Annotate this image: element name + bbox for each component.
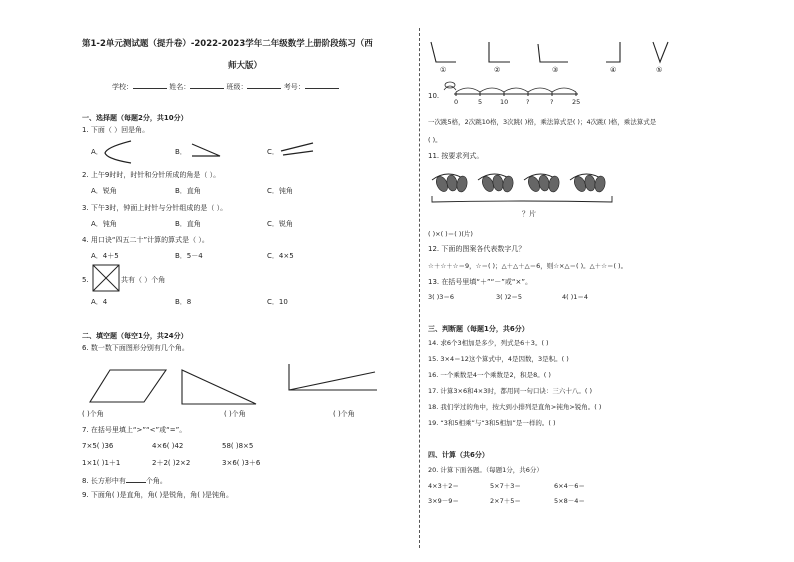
q11-formula: ( )×( )＝( )(片) [428, 230, 473, 238]
q5-text: 共有（ ）个角 [121, 276, 166, 284]
q4-option-c: C．4×5 [267, 252, 294, 260]
q7-row1-item3: 58( )8×5 [222, 442, 254, 450]
q6-text: 6. 数一数下面图形分别有几个角。 [82, 344, 189, 352]
q3-option-b: B．直角 [175, 220, 201, 228]
q7-row1-item1: 7×5( )36 [82, 442, 114, 450]
judge-item-14: 14. 求6个3相加是多少，列式是6＋3。( ) [428, 339, 549, 347]
judge-item-15: 15. 3×4＝12这个算式中，4是因数，3是积。( ) [428, 355, 569, 363]
q1-option-b-angle-icon [190, 142, 222, 160]
q8-line [82, 475, 167, 486]
q6-answer-2: ( )个角 [224, 410, 246, 418]
id-field[interactable] [305, 81, 339, 89]
judge-item-18: 18. 我们学过的角中，按大到小排列是直角>钝角>锐角。( ) [428, 403, 602, 411]
angle-label-3: ③ [552, 66, 559, 74]
q2-option-b: B．直角 [175, 187, 201, 195]
q10-line2: ( )。 [428, 136, 442, 144]
id-label: 考号： [283, 83, 305, 91]
q10-number: 10. [428, 92, 440, 100]
judge-item-19: 19. “3和5相乘”与“3和5相加”是一样的。( ) [428, 419, 556, 427]
calc-row1-item1: 4×3＋2＝ [428, 482, 459, 490]
q7-row2-item1: 1×1( )1＋1 [82, 459, 121, 467]
calc-row2-item3: 5×8－4＝ [554, 497, 585, 505]
q7-row2-item2: 2＋2( )2×2 [152, 459, 191, 467]
worksheet-title-line2: 师大版） [228, 61, 263, 71]
q2-option-a: A．锐角 [91, 187, 117, 195]
q1-text: 1. 下面（ ）回是角。 [82, 126, 150, 134]
q13-item-3: 4( )1＝4 [562, 293, 589, 301]
q5-option-c: C．10 [267, 298, 288, 306]
q10-tick-25: 25 [572, 98, 581, 106]
q5-number: 5. [82, 276, 89, 284]
q9-text: 9. 下面角( )是直角，角( )是锐角，角( )是钝角。 [82, 491, 233, 499]
q10-tick-unknown-1: ? [526, 98, 530, 106]
q13-text: 13. 在括号里填“＋”“－”或“×”。 [428, 278, 532, 286]
q1-option-a-curved-angle-icon [103, 139, 133, 165]
q10-tick-5: 5 [478, 98, 483, 106]
q4-option-b: B．5－4 [175, 252, 203, 260]
q1-option-b-label: B． [175, 148, 187, 156]
q10-number-line-icon [440, 80, 580, 102]
worksheet-title-line1: 第1-2单元测试题（提升卷）-2022-2023学年二年级数学上册阶段练习（西 [82, 39, 373, 49]
q6-angle-icon [287, 362, 379, 392]
calc-row1-item2: 5×7＋3＝ [490, 482, 521, 490]
q13-item-1: 3( )3＝6 [428, 293, 455, 301]
q2-option-c: C．钝角 [267, 187, 293, 195]
q4-option-a: A．4＋5 [91, 252, 119, 260]
angle-label-2: ② [494, 66, 501, 74]
page-column-divider [419, 28, 420, 548]
class-field[interactable] [247, 81, 281, 89]
calc-row2-item1: 3×9－9＝ [428, 497, 459, 505]
q2-text: 2. 上午9时时，时针和分针所成的角是（ ）。 [82, 171, 221, 179]
q6-triangle-icon [180, 368, 258, 406]
q12-text: 12. 下面的图案各代表数字几？ [428, 245, 526, 253]
q13-item-2: 3( )2＝5 [496, 293, 523, 301]
angle-figure-1-icon [428, 40, 458, 64]
name-label: 姓名： [169, 83, 191, 91]
q8-text: 8. 长方形中有 [82, 477, 126, 485]
angle-figure-5-icon [650, 40, 672, 64]
q3-option-a: A．钝角 [91, 220, 117, 228]
q6-answer-3: ( )个角 [333, 410, 355, 418]
q6-answer-1: ( )个角 [82, 410, 104, 418]
q10-tick-unknown-2: ? [550, 98, 554, 106]
q1-option-c-label: C． [267, 148, 279, 156]
q10-line1: 一次跳5格，2次跳10格，3次跳( )格，乘法算式是( )；4次跳( )格，乘法算式是 [428, 118, 657, 126]
q7-row2-item3: 3×6( )3＋6 [222, 459, 261, 467]
school-field[interactable] [133, 81, 167, 89]
q5-option-a: A．4 [91, 298, 108, 306]
q8-suffix: 个角。 [145, 477, 167, 485]
q11-text: 11. 按要求列式。 [428, 152, 484, 160]
angle-figure-2-icon [484, 40, 512, 64]
q7-text: 7. 在括号里填上“>”“<”或“=”。 [82, 426, 187, 434]
section1-heading: 一、选择题（每题2分，共10分） [82, 114, 188, 122]
calc-row2-item2: 2×7＋5＝ [490, 497, 521, 505]
q4-text: 4. 用口诀“四五二十”计算的算式是（ ）。 [82, 236, 209, 244]
angle-label-1: ① [440, 66, 447, 74]
q12-line: ☆＋☆＋☆＝9，☆＝( )；△＋△＋△＝6，则☆×△＝( )。△＋☆＝( )。 [428, 262, 628, 270]
judge-item-16: 16. 一个乘数是4一个乘数是2，积是8。( ) [428, 371, 551, 379]
q7-row1-item2: 4×6( )42 [152, 442, 184, 450]
q6-parallelogram-icon [88, 368, 168, 404]
q5-square-diagonals-icon [92, 264, 120, 292]
angle-label-5: ⑤ [656, 66, 663, 74]
q1-option-c-open-angle-icon [279, 141, 315, 161]
angle-label-4: ④ [610, 66, 617, 74]
student-info-row [112, 81, 339, 92]
school-label: 学校： [112, 83, 133, 91]
q1-option-a-label: A． [91, 148, 103, 156]
q10-tick-0: 0 [454, 98, 459, 106]
q5-option-b: B．8 [175, 298, 192, 306]
angle-figure-4-icon [604, 40, 626, 64]
judge-item-17: 17. 计算3×6和4×3时，都用同一句口诀：三六十八。( ) [428, 387, 592, 395]
name-field[interactable] [190, 81, 224, 89]
section2-heading: 二、填空题（每空1分，共24分） [82, 332, 188, 340]
q3-option-c: C．锐角 [267, 220, 293, 228]
q11-total-label: ？片 [522, 210, 536, 218]
section3-heading: 三、判断题（每题1分，共6分） [428, 325, 529, 333]
class-label: 班级： [226, 83, 248, 91]
calc-intro: 20. 计算下面各题。（每题1分，共6分） [428, 466, 543, 474]
q3-text: 3. 下午3时，钟面上时针与分针组成的是（ ）。 [82, 204, 228, 212]
q10-tick-10: 10 [500, 98, 509, 106]
q8-answer-field[interactable] [126, 475, 146, 483]
calc-row1-item3: 6×4－6＝ [554, 482, 585, 490]
angle-figure-3-icon [536, 42, 570, 64]
section4-heading: 四、计算（共6分） [428, 451, 489, 459]
